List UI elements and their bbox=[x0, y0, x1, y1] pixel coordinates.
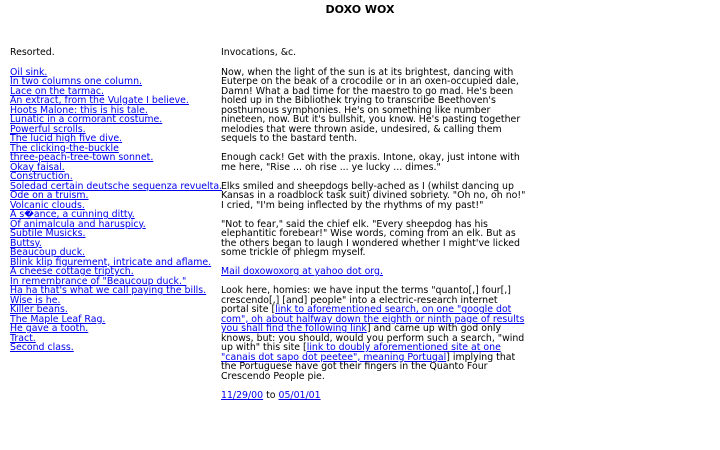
mail-paragraph bbox=[221, 267, 526, 277]
list-item bbox=[10, 343, 210, 353]
right-column bbox=[221, 48, 526, 400]
poem-link[interactable]: three-peach-tree-town sonnet. bbox=[10, 152, 154, 163]
portugal-site-link[interactable]: link to doubly aforementioned site at one "canais dot sapo dot peetee", meaning Portugal bbox=[221, 342, 501, 363]
poem-link[interactable]: In two columns one column. bbox=[10, 76, 143, 87]
poem-link[interactable]: Lace on the tarmac. bbox=[10, 85, 105, 97]
paragraph-chief-elk: "Not to fear," said the chief elk. "Every sheepdog has his elephantitic forebear!" Wise words, coming from an elk. But as the others began to laugh I wondered whether I might've licked some trickle of phlegm myself. bbox=[221, 218, 520, 258]
poem-link-list bbox=[10, 66, 223, 353]
search-text-1: Look here, homies: we have input the terms "quanto[,] four[,] crescendo[,] [and] people" into a electric-research internet portal site [ bbox=[221, 285, 511, 315]
poem-link[interactable]: Tract. bbox=[10, 332, 36, 344]
poem-link[interactable]: The clicking-the-buckle bbox=[10, 142, 119, 154]
poem-link[interactable]: Second class. bbox=[10, 342, 74, 353]
poem-link[interactable]: He gave a tooth. bbox=[10, 323, 89, 334]
paragraph-maestro: Now, when the light of the sun is at its brightest, dancing with Euterpe on the beak of a crocodile or in an oxen-occupied dale, Damn! What a bad time for the maestro to go mad. He's been holed up in the Bibliothek trying to transcribe Beethoven's posthumous symphonies. He's on something like number nineteen, now. But it's bullshit, you know. He's pasting together melodies that were thrown aside, undesired, & calling them sequels to the bastard tenth. bbox=[221, 66, 521, 144]
poem-link[interactable]: Construction. bbox=[10, 171, 73, 182]
poem-link[interactable]: Oil sink. bbox=[10, 66, 48, 78]
poem-link[interactable]: Killer beans. bbox=[10, 304, 68, 315]
poem-link[interactable]: In remembrance of "Beaucoup duck." bbox=[10, 275, 187, 287]
search-text-3: ] implying that the Portuguese have got their fingers in the Quanto Four Crescendo People pie. bbox=[221, 351, 516, 382]
left-column bbox=[10, 47, 223, 353]
paragraph-praxis: Enough cack! Get with the praxis. Intone, okay, just intone with me here, "Rise ... oh rise ... ye lucky ... dimes." bbox=[221, 152, 520, 173]
poem-link[interactable]: Ode on a truism. bbox=[10, 190, 89, 201]
left-heading: Resorted. bbox=[10, 47, 55, 58]
poem-link[interactable]: Volcanic clouds. bbox=[10, 199, 85, 211]
right-heading: Invocations, &c. bbox=[221, 47, 297, 58]
poem-link[interactable]: Lunatic in a cormorant costume. bbox=[10, 114, 163, 125]
date-from-link[interactable]: 11/29/00 bbox=[221, 389, 264, 401]
date-to-link[interactable]: 05/01/01 bbox=[278, 389, 321, 401]
search-text-2: ] and came up with god only knows, but: you should, would you perform such a search, "wind up with" this site [ bbox=[221, 323, 525, 353]
paragraph-search bbox=[221, 286, 526, 381]
poem-link[interactable]: An extract, from the Vulgate I believe. bbox=[10, 95, 189, 106]
list-item bbox=[10, 324, 210, 334]
date-separator: to bbox=[266, 389, 276, 401]
paragraph-elks: Elks smiled and sheepdogs belly-ached as I (whilst dancing up Kansas in a roadblock task suit) divined sobriety. "Oh no, oh no!" I cried, "I'm being inflected by the rhythms of my past!" bbox=[221, 180, 526, 211]
poem-link[interactable]: Of animalcula and haruspicy. bbox=[10, 218, 146, 230]
mail-link[interactable]: Mail doxowoxorg at yahoo dot org. bbox=[221, 266, 383, 277]
poem-link[interactable]: Hoots Malone: this is his tale. bbox=[10, 104, 148, 116]
poem-link[interactable]: Wise is he. bbox=[10, 294, 61, 306]
poem-link[interactable]: The lucid high five dive. bbox=[10, 133, 123, 144]
poem-link[interactable]: Subtile Musicks. bbox=[10, 228, 86, 239]
site-title: DOXO WOX bbox=[325, 3, 395, 16]
poem-link[interactable]: Soledad certain deutsche sequenza revuelta. bbox=[10, 180, 223, 192]
poem-link[interactable]: Okay faisal. bbox=[10, 161, 65, 173]
date-range bbox=[221, 391, 526, 401]
poem-link[interactable]: Blink klip figurement, intricate and aflame. bbox=[10, 256, 212, 268]
poem-link[interactable]: The Maple Leaf Rag. bbox=[10, 313, 106, 325]
poem-link[interactable]: Ha ha that's what we call paying the bills. bbox=[10, 285, 207, 296]
poem-link[interactable]: Beaucoup duck. bbox=[10, 247, 86, 258]
poem-link[interactable]: Buttsy. bbox=[10, 237, 42, 249]
poem-link[interactable]: A cheese cottage triptych. bbox=[10, 266, 134, 277]
poem-link[interactable]: Powerful scrolls. bbox=[10, 123, 86, 135]
google-search-link[interactable]: link to aforementioned search, on one "google dot com", oh about halfway down the eighth or ninth page of results you shall find the following link bbox=[221, 304, 525, 334]
poem-link[interactable]: A s�ance, a cunning ditty. bbox=[10, 209, 135, 220]
